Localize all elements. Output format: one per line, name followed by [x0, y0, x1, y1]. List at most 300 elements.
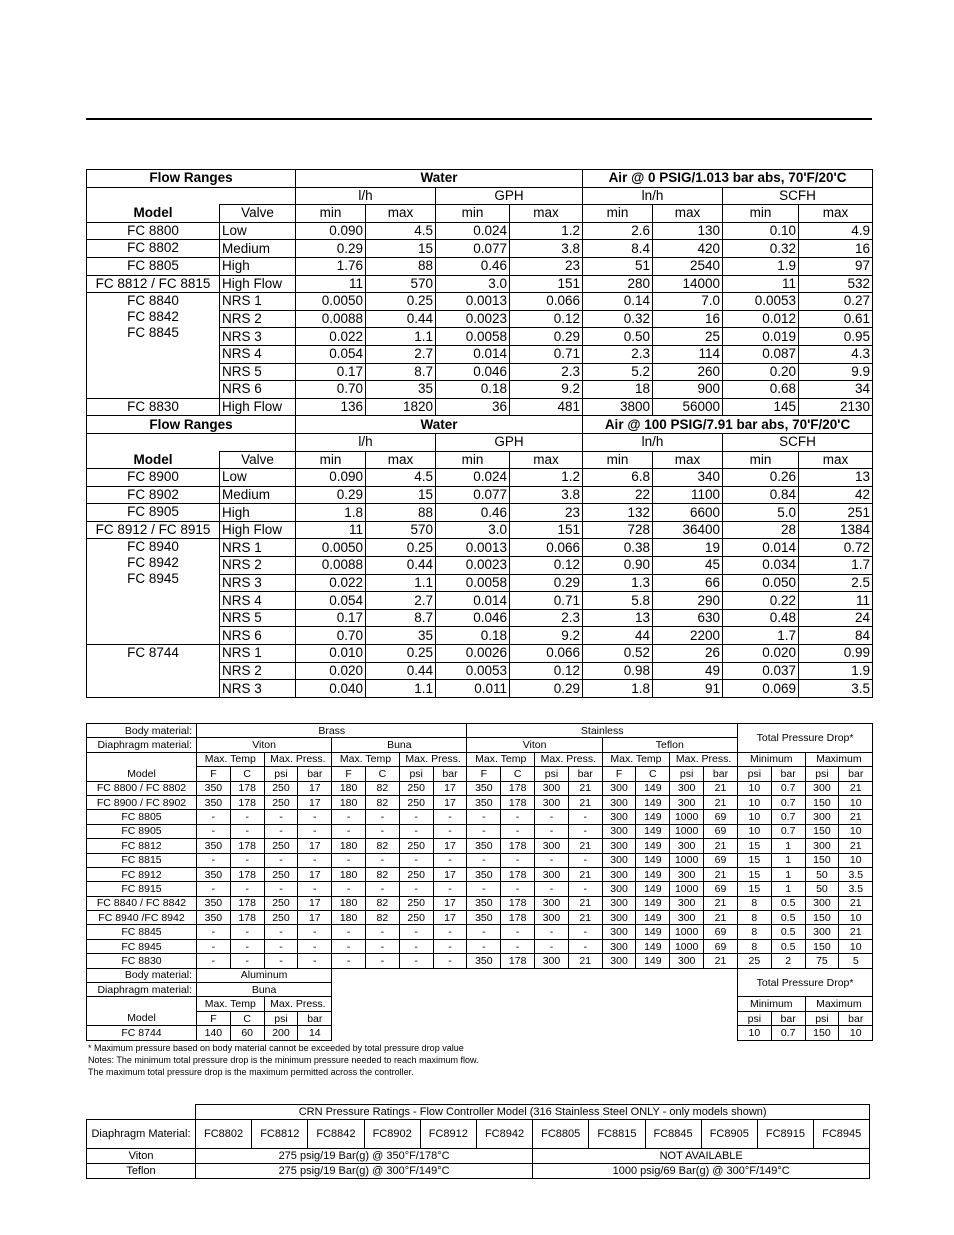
model-heading: FC8915 [757, 1120, 813, 1149]
minmax-heading: min [436, 205, 510, 223]
valve-cell: NRS 3 [220, 680, 296, 698]
unit-heading: psi [737, 767, 771, 781]
model-heading: Model [87, 767, 197, 781]
value-cell: 300 [602, 882, 636, 896]
value-cell: 300 [602, 810, 636, 824]
value-cell: - [365, 954, 399, 968]
flow-ranges-table [86, 169, 873, 698]
model-cell: FC 8744 [87, 1026, 197, 1040]
value-cell: 0.46 [436, 257, 510, 275]
value-cell: 130 [653, 222, 723, 240]
value-cell: 178 [501, 954, 535, 968]
value-cell: 149 [636, 882, 670, 896]
value-cell: 15 [366, 486, 436, 504]
model-cell: FC 8840 FC 8842 FC 8845 [87, 293, 220, 399]
value-cell: 114 [653, 345, 723, 363]
minimum-heading: Minimum [737, 752, 805, 766]
value-cell: 2.7 [366, 592, 436, 610]
value-cell: - [264, 824, 298, 838]
table-row [87, 469, 873, 487]
minmax-heading: min [436, 451, 510, 469]
value-cell: 0.046 [436, 609, 510, 627]
value-cell: 15 [737, 882, 771, 896]
model-cell: FC 8830 [87, 398, 220, 416]
table-row [87, 170, 873, 188]
value-cell: 0.29 [296, 486, 366, 504]
value-cell: 0.95 [799, 328, 873, 346]
value-cell: - [264, 939, 298, 953]
value-cell: 45 [653, 557, 723, 575]
unit-heading: F [197, 767, 231, 781]
value-cell: 300 [670, 839, 704, 853]
value-cell: 0.090 [296, 469, 366, 487]
table-cell [332, 968, 738, 1040]
unit-heading: bar [771, 767, 805, 781]
value-cell: 10 [839, 824, 873, 838]
value-cell: 10 [737, 824, 771, 838]
valve-cell: NRS 3 [220, 328, 296, 346]
value-cell: 0.84 [723, 486, 799, 504]
value-cell: 481 [510, 398, 583, 416]
unit-heading: psi [535, 767, 569, 781]
value-cell: 1820 [366, 398, 436, 416]
unit-heading: psi [264, 767, 298, 781]
value-cell: 1.1 [366, 680, 436, 698]
value-cell: 82 [365, 781, 399, 795]
valve-cell: High Flow [220, 275, 296, 293]
value-cell: 250 [264, 839, 298, 853]
unit-heading: C [636, 767, 670, 781]
value-cell: 44 [583, 627, 653, 645]
value-cell: 0.98 [583, 662, 653, 680]
model-cell: FC 8812 [87, 839, 197, 853]
value-cell: - [332, 853, 366, 867]
value-cell: 3.5 [839, 867, 873, 881]
value-cell: 0.71 [510, 592, 583, 610]
unit-heading: ln/h [583, 187, 723, 205]
value-cell: 0.087 [723, 345, 799, 363]
value-cell: 151 [510, 521, 583, 539]
value-cell: - [399, 939, 433, 953]
value-cell: 0.050 [723, 574, 799, 592]
value-cell: 350 [467, 795, 501, 809]
value-cell: 35 [366, 381, 436, 399]
value-cell: 178 [501, 795, 535, 809]
value-cell: 3.5 [799, 680, 873, 698]
valve-cell: Low [220, 469, 296, 487]
value-cell: 1.3 [583, 574, 653, 592]
value-cell: 300 [602, 911, 636, 925]
value-cell: - [568, 925, 602, 939]
table-cell [87, 997, 197, 1011]
value-cell: - [230, 925, 264, 939]
value-cell: 300 [805, 810, 839, 824]
value-cell: 251 [799, 504, 873, 522]
value-cell: 16 [653, 310, 723, 328]
model-cell: FC 8915 [87, 882, 197, 896]
value-cell: - [535, 810, 569, 824]
value-cell: 149 [636, 795, 670, 809]
max-temp-heading: Max. Temp [467, 752, 535, 766]
value-cell: 69 [704, 939, 738, 953]
value-cell: 1.8 [296, 504, 366, 522]
value-cell: 10 [839, 939, 873, 953]
value-cell: - [197, 810, 231, 824]
value-cell: 300 [670, 911, 704, 925]
minmax-heading: min [723, 205, 799, 223]
value-cell: 149 [636, 824, 670, 838]
value-cell: 0.32 [723, 240, 799, 258]
model-heading: FC8815 [589, 1120, 645, 1149]
table-row [87, 925, 873, 939]
value-cell: 1.7 [799, 557, 873, 575]
value-cell: 21 [568, 795, 602, 809]
valve-cell: Low [220, 222, 296, 240]
value-cell: 21 [568, 896, 602, 910]
value-cell: - [230, 853, 264, 867]
value-cell: 69 [704, 810, 738, 824]
value-cell: 5.2 [583, 363, 653, 381]
value-cell: 0.054 [296, 345, 366, 363]
value-cell: 250 [264, 781, 298, 795]
value-cell: 1000 [670, 810, 704, 824]
value-cell: 3.0 [436, 521, 510, 539]
value-cell: - [332, 824, 366, 838]
model-cell: FC 8900 [87, 469, 220, 487]
table-row [87, 275, 873, 293]
value-cell: - [535, 882, 569, 896]
value-cell: - [399, 853, 433, 867]
value-cell: 17 [298, 781, 332, 795]
model-heading: FC8845 [645, 1120, 701, 1149]
table-row [87, 222, 873, 240]
valve-cell: Medium [220, 486, 296, 504]
value-cell: 4.3 [799, 345, 873, 363]
value-cell: 0.066 [510, 293, 583, 311]
value-cell: - [535, 939, 569, 953]
value-cell: 17 [298, 839, 332, 853]
value-cell: 300 [535, 896, 569, 910]
value-cell: 9.2 [510, 627, 583, 645]
value-cell: 132 [583, 504, 653, 522]
value-cell: 0.019 [723, 328, 799, 346]
value-cell: 250 [399, 867, 433, 881]
unit-heading: C [365, 767, 399, 781]
value-cell: 11 [296, 275, 366, 293]
value-cell: 8 [737, 925, 771, 939]
model-cell: FC 8805 [87, 810, 197, 824]
value-cell: 17 [433, 911, 467, 925]
table-row [87, 486, 873, 504]
value-cell: 0.70 [296, 627, 366, 645]
model-heading: FC8805 [533, 1120, 589, 1149]
value-cell: 49 [653, 662, 723, 680]
table-row [87, 810, 873, 824]
value-cell: 0.71 [510, 345, 583, 363]
total-pressure-drop-heading: Total Pressure Drop* [737, 724, 872, 753]
value-cell: 150 [805, 795, 839, 809]
value-cell: 300 [602, 939, 636, 953]
value-cell: 149 [636, 781, 670, 795]
unit-heading: SCFH [723, 433, 873, 451]
viton-heading: Viton [197, 738, 332, 752]
value-cell: 9.9 [799, 363, 873, 381]
table-row [87, 1164, 870, 1179]
valve-cell: NRS 1 [220, 293, 296, 311]
value-cell: 15 [737, 839, 771, 853]
value-cell: 0.29 [510, 574, 583, 592]
value-cell: 2.6 [583, 222, 653, 240]
value-cell: - [501, 925, 535, 939]
table-row [87, 839, 873, 853]
model-cell: FC 8830 [87, 954, 197, 968]
value-cell: 6.8 [583, 469, 653, 487]
value-cell: 200 [264, 1026, 298, 1040]
unit-heading: F [602, 767, 636, 781]
value-cell: - [230, 954, 264, 968]
value-cell: - [365, 939, 399, 953]
value-cell: 300 [535, 839, 569, 853]
value-cell: 900 [653, 381, 723, 399]
value-cell: 0.0023 [436, 557, 510, 575]
value-cell: 8.4 [583, 240, 653, 258]
value-cell: - [399, 925, 433, 939]
value-cell: 4.5 [366, 222, 436, 240]
max-press-heading: Max. Press. [670, 752, 738, 766]
value-cell: 532 [799, 275, 873, 293]
value-cell: 75 [805, 954, 839, 968]
value-cell: 17 [433, 867, 467, 881]
body-material-label: Body material: [87, 968, 197, 982]
value-cell: 300 [670, 896, 704, 910]
value-cell: 350 [467, 867, 501, 881]
buna-heading: Buna [197, 983, 332, 997]
value-cell: 300 [805, 781, 839, 795]
material-cell: Teflon [87, 1164, 196, 1179]
crn-pressure-table [86, 1104, 870, 1179]
model-cell: FC 8905 [87, 504, 220, 522]
value-cell: 180 [332, 781, 366, 795]
value-cell: 350 [467, 896, 501, 910]
value-cell: 140 [197, 1026, 231, 1040]
value-cell: - [298, 824, 332, 838]
value-cell: - [298, 954, 332, 968]
value-cell: 1.7 [723, 627, 799, 645]
value-cell: 0.0013 [436, 293, 510, 311]
value-cell: 25 [653, 328, 723, 346]
value-cell: 56000 [653, 398, 723, 416]
value-cell: - [365, 853, 399, 867]
value-cell: 3.0 [436, 275, 510, 293]
model-cell: FC 8812 / FC 8815 [87, 275, 220, 293]
table-row [87, 724, 873, 738]
unit-heading: SCFH [723, 187, 873, 205]
value-cell: 0.25 [366, 293, 436, 311]
value-cell: 0.0088 [296, 557, 366, 575]
minmax-heading: max [510, 205, 583, 223]
value-cell: - [568, 882, 602, 896]
value-cell: 22 [583, 486, 653, 504]
value-cell: 88 [366, 504, 436, 522]
model-heading: FC8905 [701, 1120, 757, 1149]
table-row [87, 504, 873, 522]
table-row [87, 767, 873, 781]
value-cell: 17 [433, 795, 467, 809]
value-cell: 178 [230, 795, 264, 809]
value-cell: - [467, 939, 501, 953]
unit-heading: bar [298, 767, 332, 781]
value-cell: 0.010 [296, 645, 366, 663]
table-row [87, 867, 873, 881]
table-cell [87, 752, 197, 766]
value-cell: 250 [264, 867, 298, 881]
aluminum-heading: Aluminum [197, 968, 332, 982]
table-cell [87, 187, 296, 205]
value-cell: 150 [805, 1026, 839, 1040]
value-cell: 0.52 [583, 645, 653, 663]
value-cell: 21 [704, 954, 738, 968]
value-cell: 5 [839, 954, 873, 968]
value-cell: 1 [771, 839, 805, 853]
value-cell: 0.040 [296, 680, 366, 698]
value-cell: 26 [653, 645, 723, 663]
value-cell: 10 [839, 853, 873, 867]
value-cell: 0.29 [296, 240, 366, 258]
value-cell: 149 [636, 896, 670, 910]
value-cell: 21 [839, 810, 873, 824]
value-cell: 1.9 [799, 662, 873, 680]
value-cell: 2.3 [510, 363, 583, 381]
value-cell: 21 [568, 954, 602, 968]
value-cell: 15 [366, 240, 436, 258]
value-cell: 0.12 [510, 310, 583, 328]
value-cell: 34 [799, 381, 873, 399]
minmax-heading: max [366, 451, 436, 469]
value-cell: 300 [535, 911, 569, 925]
value-cell: - [399, 810, 433, 824]
value-cell: 36400 [653, 521, 723, 539]
value-cell: - [399, 954, 433, 968]
value-cell: 0.38 [583, 539, 653, 557]
table-row [87, 398, 873, 416]
unit-heading: C [230, 767, 264, 781]
value-cell: 1.8 [583, 680, 653, 698]
value-cell: 0.29 [510, 680, 583, 698]
value-cell: 0.61 [799, 310, 873, 328]
table-row [87, 1120, 870, 1149]
top-rule [86, 118, 872, 120]
value-cell: 0.12 [510, 557, 583, 575]
value-cell: 1.2 [510, 222, 583, 240]
model-cell: FC 8805 [87, 257, 220, 275]
value-cell: 88 [366, 257, 436, 275]
value-cell: 350 [197, 867, 231, 881]
valve-cell: NRS 4 [220, 592, 296, 610]
value-cell: 178 [230, 839, 264, 853]
valve-cell: NRS 2 [220, 557, 296, 575]
value-cell: 1384 [799, 521, 873, 539]
value-cell: 180 [332, 839, 366, 853]
water-heading: Water [296, 416, 583, 434]
value-cell: 84 [799, 627, 873, 645]
unit-heading: C [230, 1011, 264, 1025]
value-cell: 17 [298, 911, 332, 925]
value-cell: 25 [737, 954, 771, 968]
value-cell: 0.17 [296, 363, 366, 381]
value-cell: - [197, 824, 231, 838]
unit-heading: psi [805, 767, 839, 781]
value-cell: 69 [704, 824, 738, 838]
value-cell: 23 [510, 257, 583, 275]
value-cell: 8 [737, 896, 771, 910]
value-cell: 150 [805, 824, 839, 838]
value-cell: 350 [197, 781, 231, 795]
value-cell: - [332, 954, 366, 968]
unit-heading: l/h [296, 187, 436, 205]
value-cell: - [501, 853, 535, 867]
value-cell: 300 [602, 795, 636, 809]
model-cell: FC 8845 [87, 925, 197, 939]
value-cell: 0.037 [723, 662, 799, 680]
model-heading: FC8945 [814, 1120, 870, 1149]
value-cell: 0.5 [771, 939, 805, 953]
value-cell: 300 [670, 781, 704, 795]
value-cell: 178 [501, 867, 535, 881]
value-cell: 0.077 [436, 486, 510, 504]
table-row [87, 781, 873, 795]
value-cell: 69 [704, 882, 738, 896]
value-cell: 0.066 [510, 539, 583, 557]
unit-heading: ln/h [583, 433, 723, 451]
table-row [87, 645, 873, 663]
value-cell: - [365, 925, 399, 939]
table-row [87, 521, 873, 539]
value-cell: 1.1 [366, 574, 436, 592]
unit-heading: F [197, 1011, 231, 1025]
value-cell: 1000 [670, 882, 704, 896]
note-line: * Maximum pressure based on body material cannot be exceeded by total pressure drop value [88, 1043, 464, 1053]
value-cell: 0.077 [436, 240, 510, 258]
value-cell: 630 [653, 609, 723, 627]
minmax-heading: min [583, 205, 653, 223]
value-cell: 0.0026 [436, 645, 510, 663]
value-cell: - [399, 824, 433, 838]
value-cell: 420 [653, 240, 723, 258]
value-cell: 0.25 [366, 645, 436, 663]
value-cell: 91 [653, 680, 723, 698]
value-cell: 300 [670, 795, 704, 809]
value-cell: 0.014 [436, 592, 510, 610]
value-cell: 149 [636, 810, 670, 824]
maximum-heading: Maximum [805, 752, 873, 766]
value-cell: - [230, 810, 264, 824]
value-cell: 0.22 [723, 592, 799, 610]
value-cell: 0.0053 [723, 293, 799, 311]
rating-cell: 1000 psig/69 Bar(g) @ 300°F/149°C [533, 1164, 870, 1179]
value-cell: 145 [723, 398, 799, 416]
value-cell: - [501, 939, 535, 953]
value-cell: 0.022 [296, 574, 366, 592]
table-row [87, 257, 873, 275]
unit-heading: bar [568, 767, 602, 781]
model-heading: Model [87, 451, 220, 469]
value-cell: 0.25 [366, 539, 436, 557]
value-cell: 3.8 [510, 486, 583, 504]
value-cell: 21 [839, 925, 873, 939]
value-cell: 0.0058 [436, 574, 510, 592]
table-cell [87, 433, 296, 451]
valve-cell: NRS 4 [220, 345, 296, 363]
